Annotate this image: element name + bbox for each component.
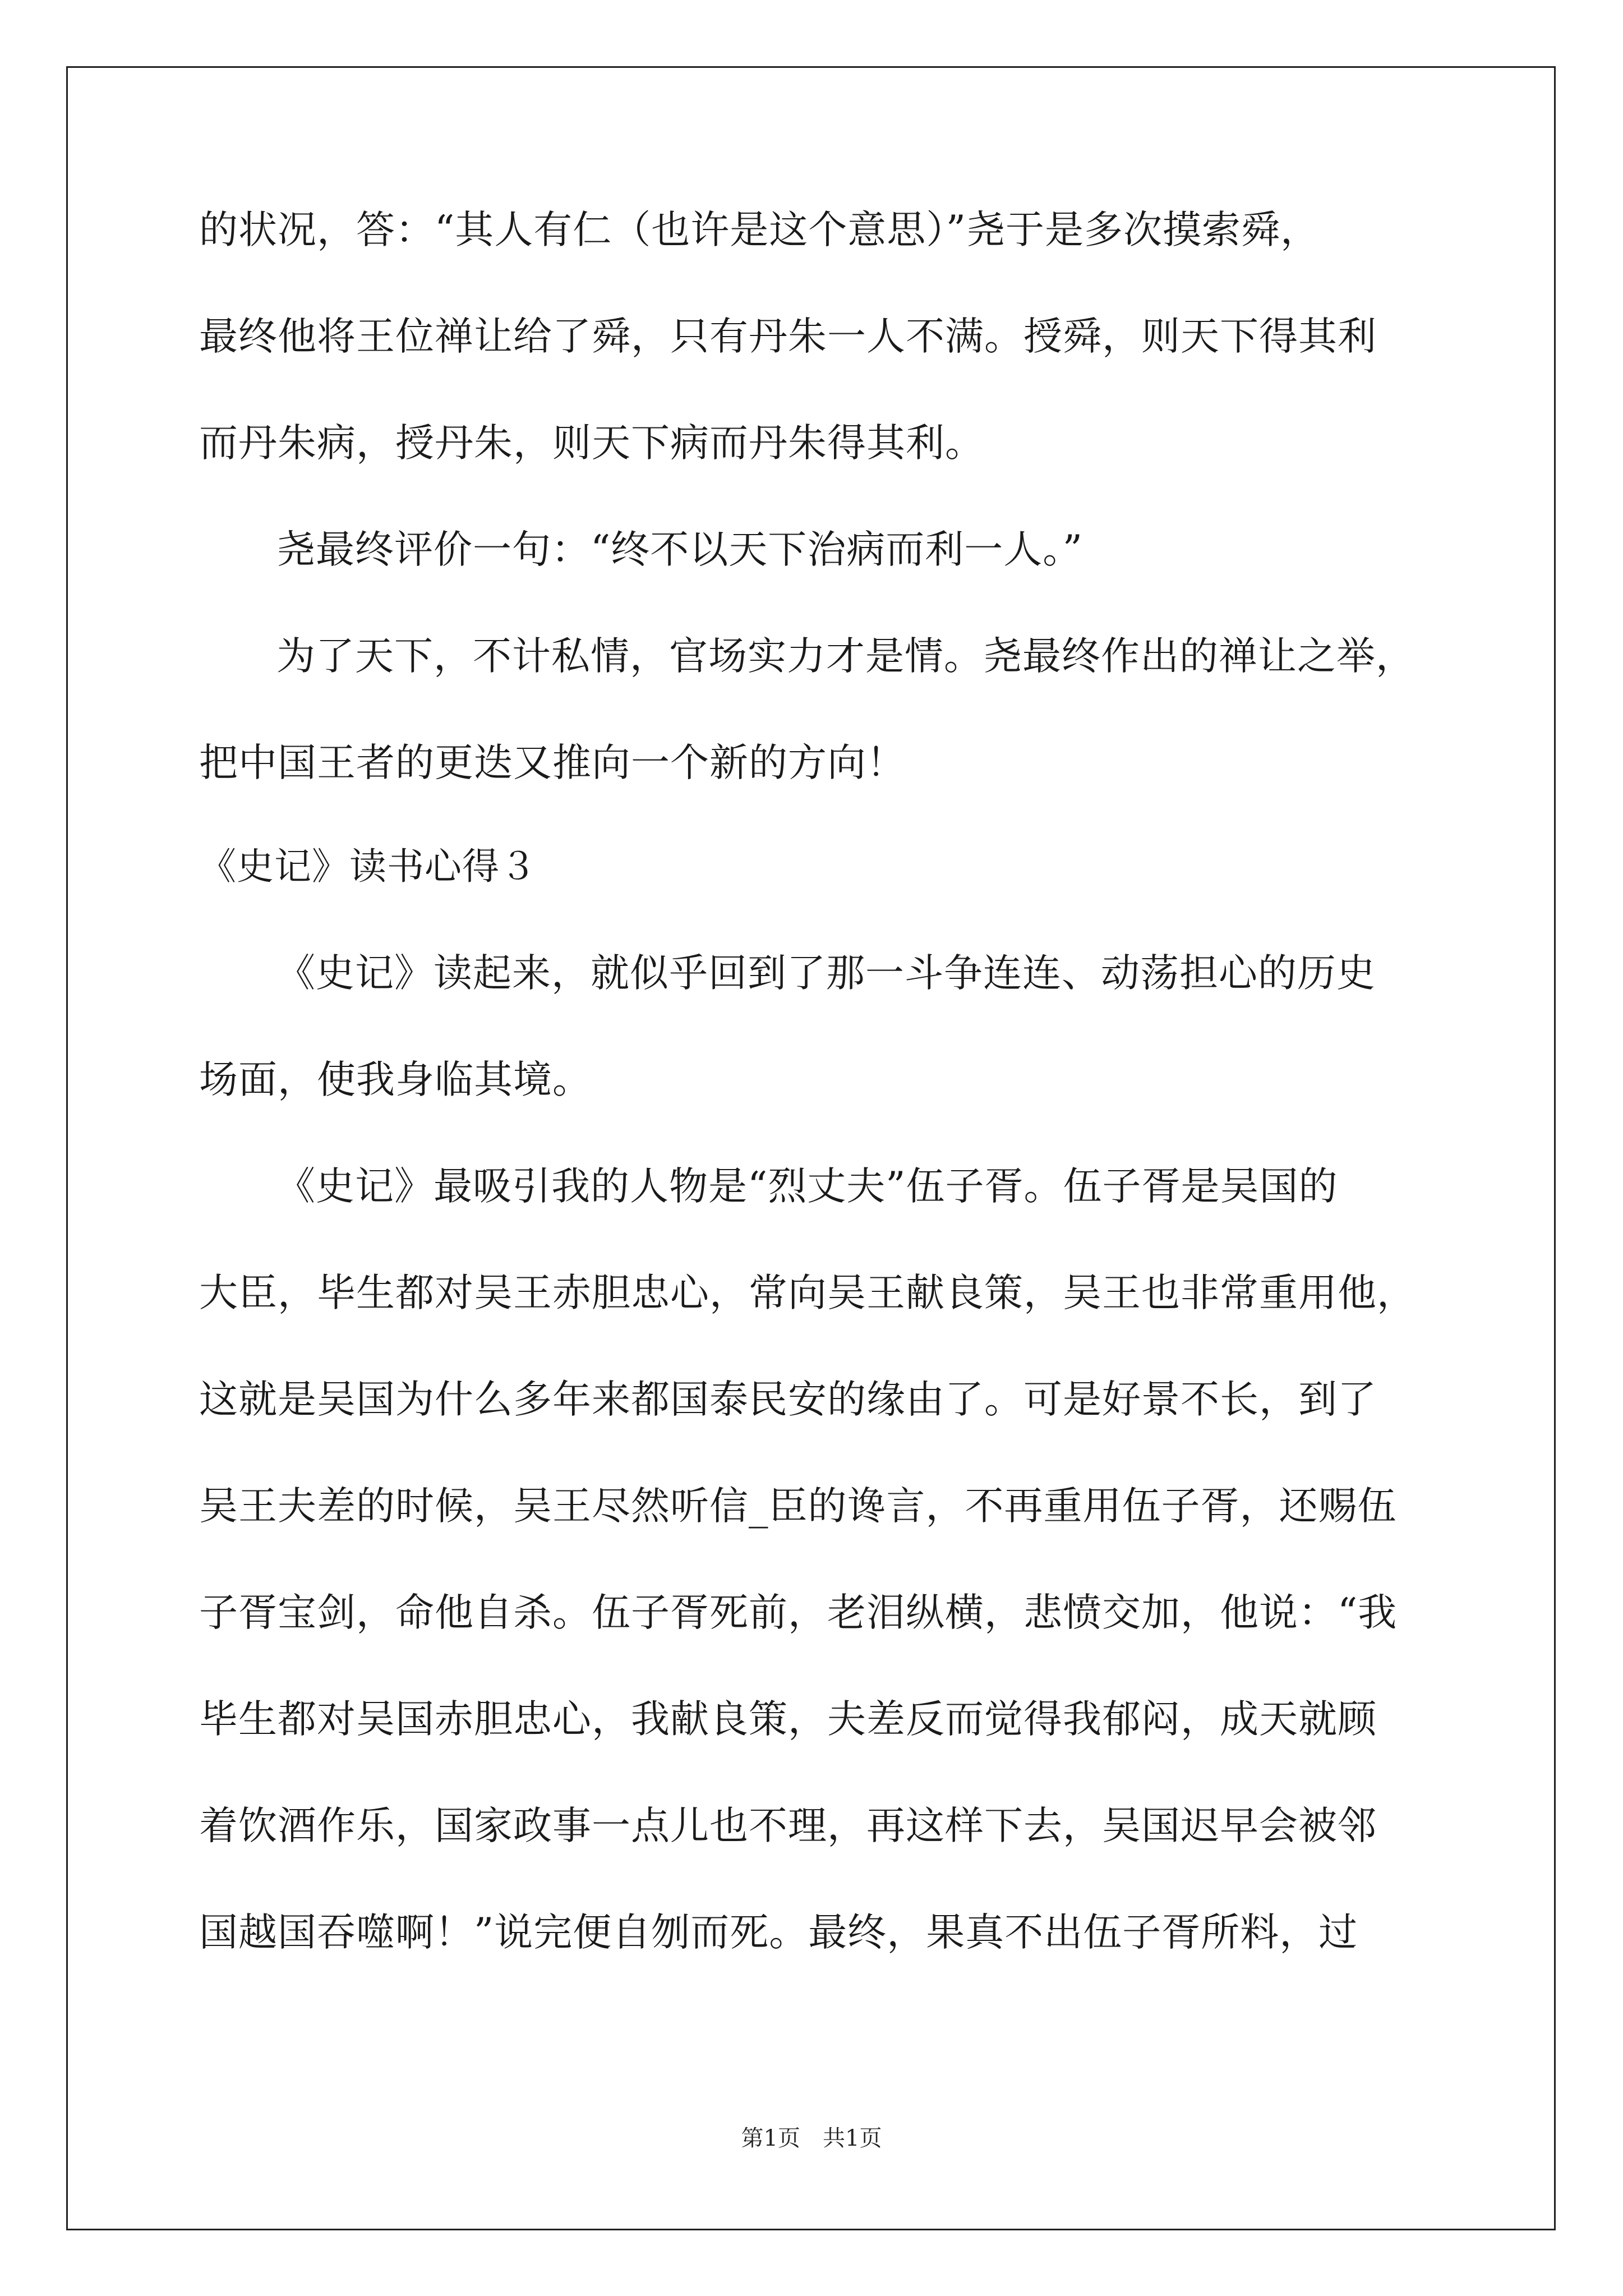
page-number-footer: 第1页 共1页 [741, 2125, 882, 2151]
text-line: 这就是吴国为什么多年来都国泰民安的缘由了。可是好景不长，到了 [199, 1377, 1377, 1422]
text-line: 最终他将王位禅让给了舜，只有丹朱一人不满。授舜，则天下得其利 [199, 314, 1377, 359]
text-line: 《史记》最吸引我的人物是“烈丈夫”伍子胥。伍子胥是吴国的 [276, 1164, 1338, 1209]
text-line: 场面，使我身临其境。 [199, 1057, 592, 1102]
text-line: 为了天下，不计私情，官场实力才是情。尧最终作出的禅让之举， [276, 634, 1415, 679]
section-heading: 《史记》读书心得３ [199, 845, 537, 888]
text-line: 子胥宝剑，命他自杀。伍子胥死前，老泪纵横，悲愤交加，他说：“我 [199, 1590, 1398, 1635]
page-border [66, 66, 1556, 2230]
text-line: 把中国王者的更迭又推向一个新的方向！ [199, 740, 906, 785]
text-line: 吴王夫差的时候，吴王尽然听信_臣的谗言，不再重用伍子胥，还赐伍 [199, 1484, 1397, 1529]
text-line: 《史记》读起来，就似乎回到了那一斗争连连、动荡担心的历史 [276, 951, 1376, 996]
text-line: 大臣，毕生都对吴王赤胆忠心，常向吴王献良策，吴王也非常重用他， [199, 1271, 1416, 1315]
text-line: 国越国吞噬啊！”说完便自刎而死。最终，果真不出伍子胥所料，过 [199, 1910, 1358, 1955]
text-line: 而丹朱病，授丹朱，则天下病而丹朱得其利。 [199, 421, 984, 466]
text-line: 毕生都对吴国赤胆忠心，我献良策，夫差反而觉得我郁闷，成天就顾 [199, 1697, 1377, 1742]
text-line: 尧最终评价一句：“终不以天下治病而利一人。” [276, 527, 1083, 572]
text-line: 着饮酒作乐，国家政事一点儿也不理，再这样下去，吴国迟早会被邻 [199, 1803, 1377, 1848]
text-line: 的状况，答：“其人有仁（也许是这个意思）”尧于是多次摸索舜， [199, 208, 1320, 252]
